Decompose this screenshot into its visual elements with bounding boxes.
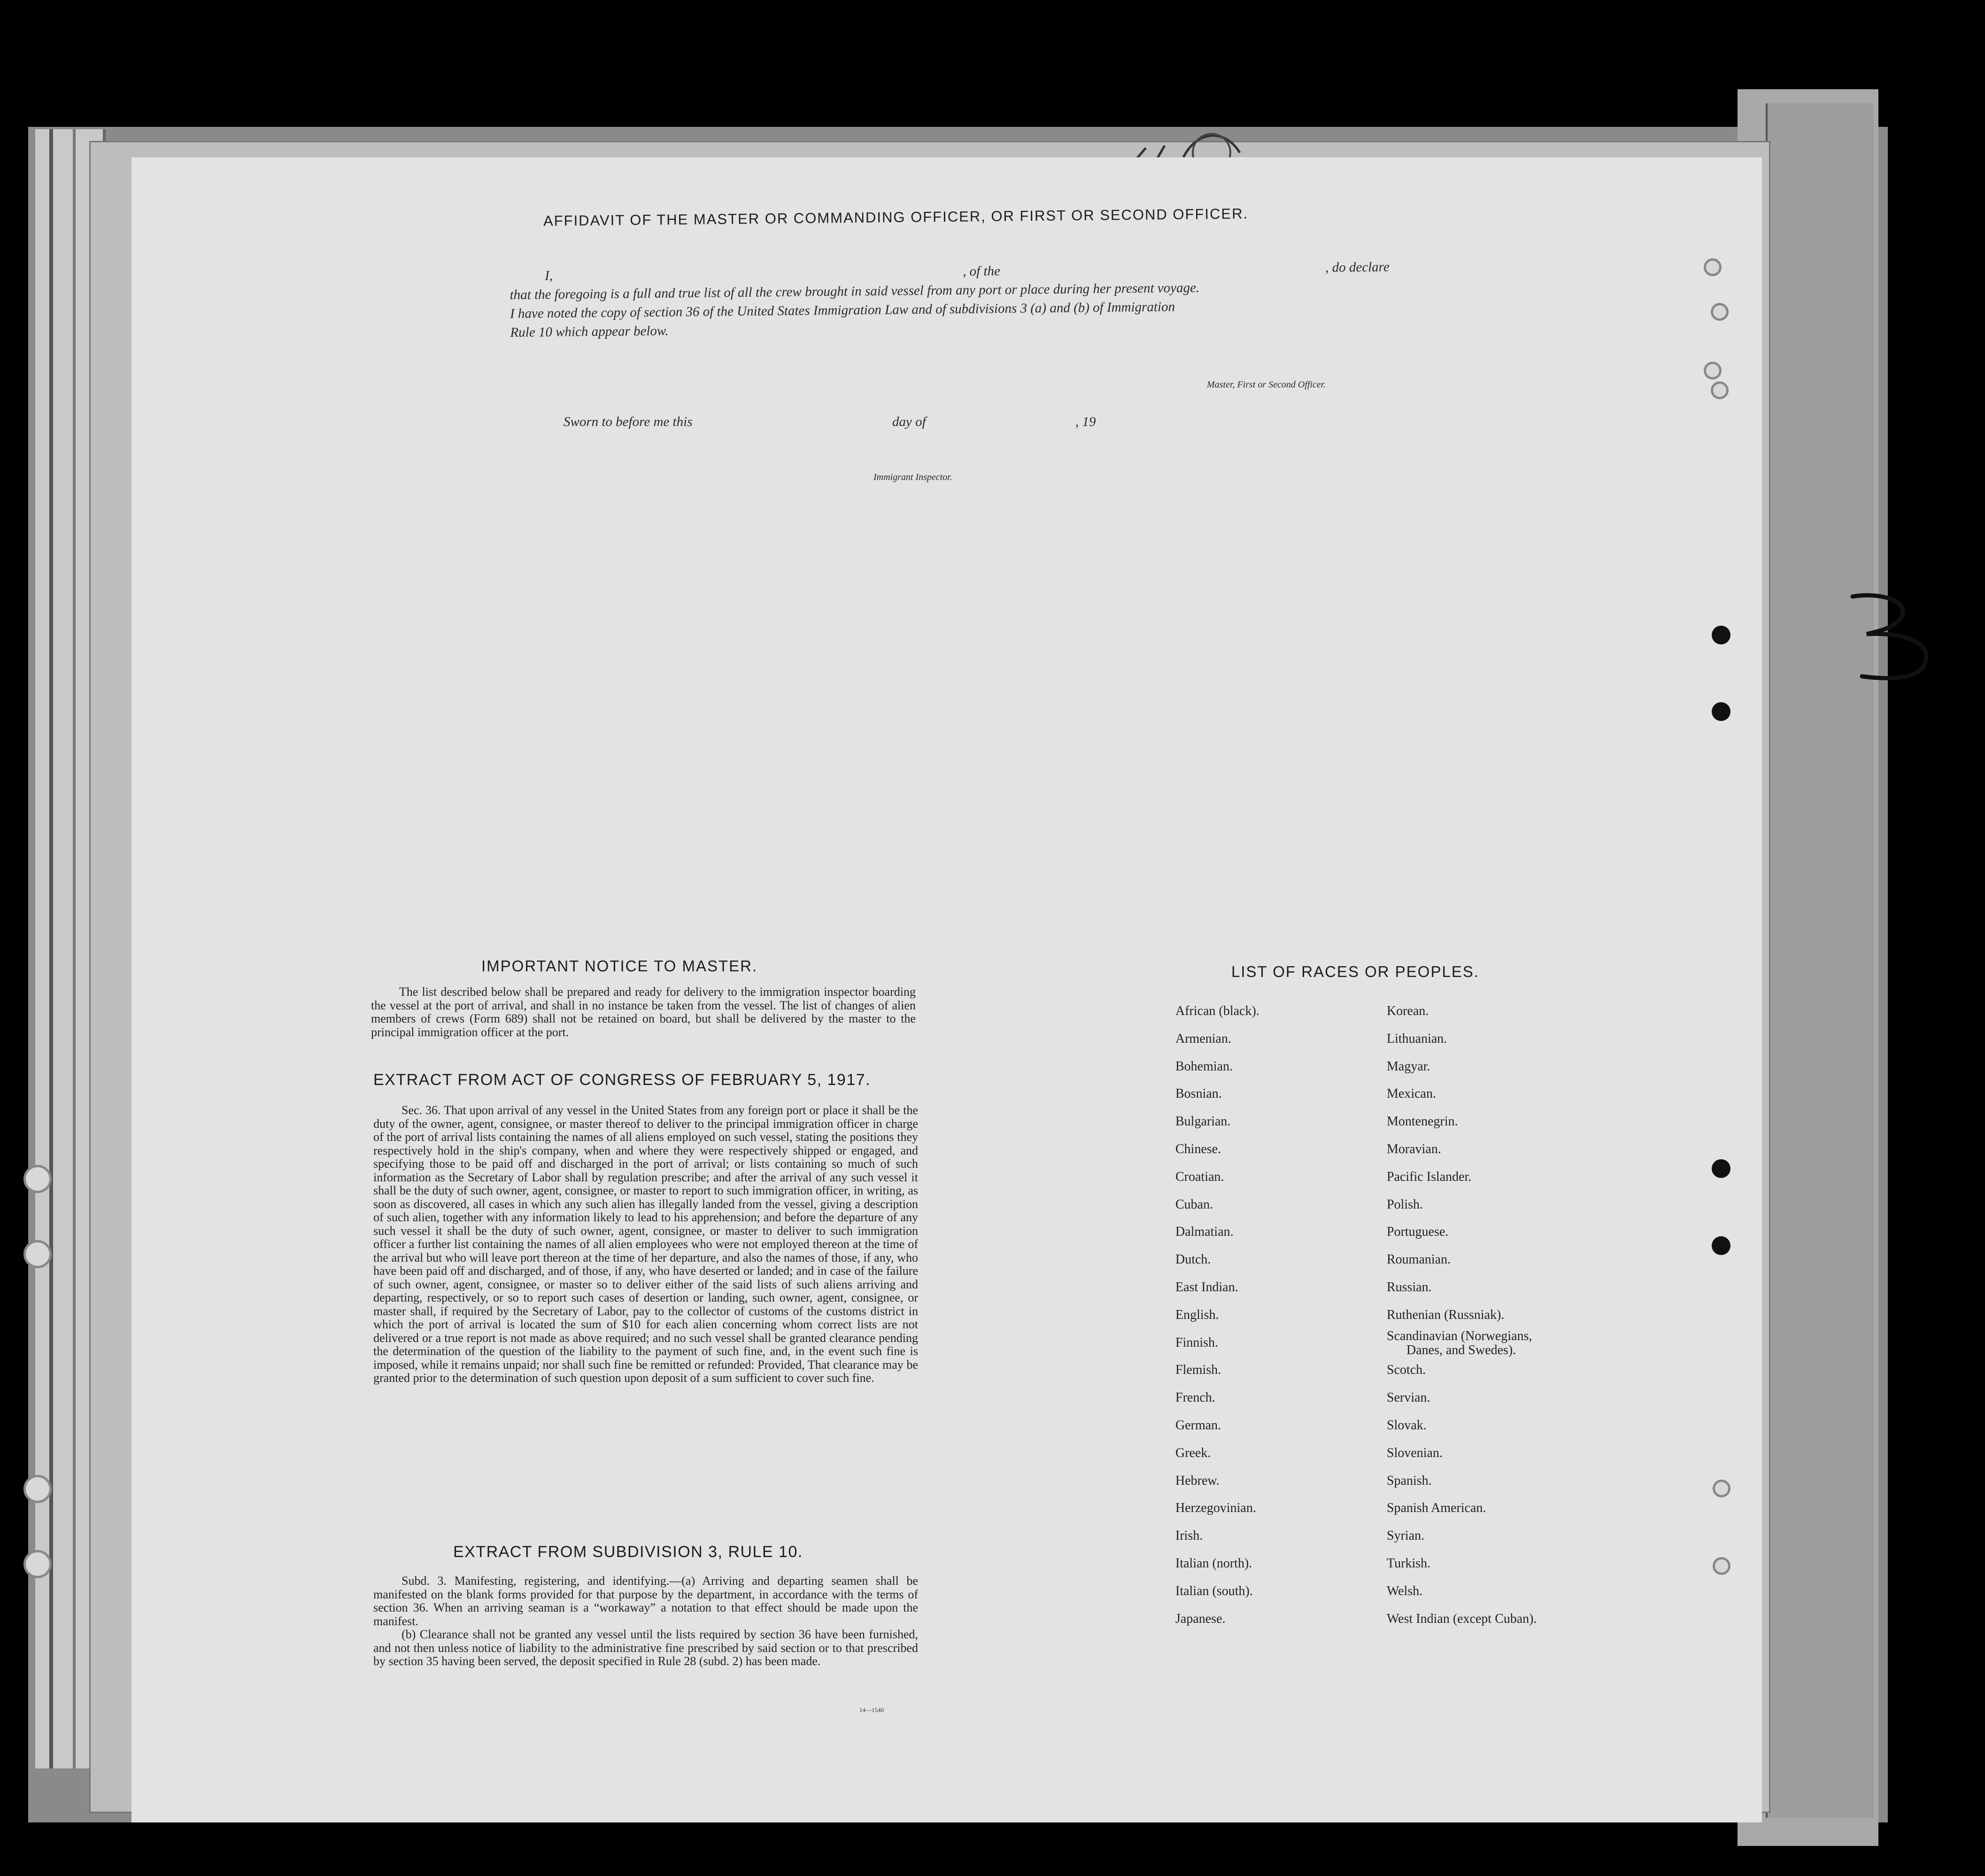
act-title: EXTRACT FROM ACT OF CONGRESS OF FEBRUARY 5, 1917. [373, 1071, 871, 1089]
race-entry: Cuban. [1175, 1197, 1213, 1212]
race-entry: Slovak. [1387, 1418, 1427, 1433]
handwritten-three-mark [1848, 592, 1951, 686]
day-of-label: day of [892, 414, 926, 429]
race-entry: Mexican. [1387, 1086, 1436, 1101]
subdivision-paragraph-b: (b) Clearance shall not be granted any vessel until the lists required by section 36 have been furnished, and not then unless notice of liability to the administrative fine prescribed by said section or to that prescribed by section 35 having been served, the deposit specified in Rule 28 (subd. 2) has been made. [373, 1628, 918, 1668]
race-entry: Servian. [1387, 1390, 1430, 1405]
race-entry: Turkish. [1387, 1556, 1431, 1571]
race-entry: Flemish. [1175, 1363, 1221, 1378]
punch-hole-icon [1712, 1159, 1730, 1178]
punch-hole-icon [1712, 626, 1730, 644]
race-entry: English. [1175, 1307, 1219, 1322]
left-ring-hole-icon [23, 1550, 52, 1578]
race-entry: Croatian. [1175, 1169, 1224, 1184]
race-entry: West Indian (except Cuban). [1387, 1611, 1537, 1626]
race-entry: Bohemian. [1175, 1059, 1233, 1074]
race-entry: Dutch. [1175, 1252, 1211, 1267]
race-entry: Spanish. [1387, 1473, 1432, 1488]
race-entry: Ruthenian (Russniak). [1387, 1307, 1505, 1322]
punch-hole-icon [1704, 362, 1722, 380]
race-entry: Welsh. [1387, 1583, 1423, 1598]
race-entry: Moravian. [1387, 1141, 1441, 1156]
races-column-1 [1175, 1004, 1259, 1639]
race-entry: Scandinavian (Norwegians, Danes, and Swedes). [1387, 1328, 1532, 1357]
underlying-sheet-edge [1766, 103, 1874, 1818]
affidavit-title: AFFIDAVIT OF THE MASTER OR COMMANDING OFFICER, OR FIRST OR SECOND OFFICER. [543, 205, 1249, 229]
year-label: , 19 [1075, 414, 1096, 429]
notice-title: IMPORTANT NOTICE TO MASTER. [481, 957, 758, 975]
punch-hole-icon [1712, 1236, 1730, 1255]
race-entry: Italian (north). [1175, 1556, 1252, 1571]
race-entry: Japanese. [1175, 1611, 1226, 1626]
subdivision-text [373, 1574, 918, 1668]
race-entry: Hebrew. [1175, 1473, 1220, 1488]
punch-hole-icon [1713, 1557, 1730, 1575]
race-entry: Finnish. [1175, 1335, 1219, 1350]
affidavit-vessel-label: , of the [962, 264, 1001, 279]
race-entry: Russian. [1387, 1279, 1432, 1295]
race-entry: Greek. [1175, 1445, 1211, 1460]
race-entry: Korean. [1387, 1004, 1429, 1018]
punch-hole-icon [1712, 702, 1730, 721]
section-36-text [373, 1104, 918, 1385]
race-entry: Portuguese. [1387, 1225, 1449, 1240]
left-ring-hole-icon [23, 1240, 52, 1268]
affidavit-line: I have noted the copy of section 36 of the United States Immigration Law and of subdivisions 3 (a) and (b) of Immigration [510, 299, 1175, 321]
race-entry: Montenegrin. [1387, 1114, 1458, 1129]
race-entry: Armenian. [1175, 1031, 1231, 1046]
left-ring-hole-icon [23, 1165, 52, 1193]
affidavit-declaration [510, 257, 1417, 342]
sworn-label: Sworn to before me this [564, 414, 693, 429]
race-entry: Bulgarian. [1175, 1114, 1231, 1129]
punch-hole-icon [1704, 258, 1722, 276]
affidavit-declare-label: , do declare [1325, 259, 1390, 275]
form-number: 14—1540 [859, 1706, 884, 1713]
race-entry: Syrian. [1387, 1528, 1425, 1543]
punch-hole-icon [1711, 381, 1729, 399]
race-entry: Herzegovinian. [1175, 1501, 1256, 1516]
affidavit-i-label: I, [545, 268, 553, 284]
affidavit-line: Rule 10 which appear below. [510, 323, 669, 340]
races-column-2 [1387, 1004, 1537, 1639]
race-entry: Spanish American. [1387, 1501, 1486, 1516]
punch-hole-icon [1711, 303, 1729, 321]
race-entry: Pacific Islander. [1387, 1169, 1472, 1184]
race-entry: Roumanian. [1387, 1252, 1451, 1267]
signature-label: Master, First or Second Officer. [1207, 380, 1326, 390]
race-entry: Scotch. [1387, 1363, 1426, 1378]
race-entry: Dalmatian. [1175, 1225, 1234, 1240]
section-36-paragraph: Sec. 36. That upon arrival of any vessel in the United States from any foreign port or place it shall be the duty of the owner, agent, consignee, or master thereof to deliver to the principal immigration officer in charge of the port of arrival lists containing the names of all aliens employed on such vessel, stating the positions they respectively hold in the ship's company, when and where they were respectively shipped or engaged, and specifying those to be paid off and discharged in the port of arrival; or lists containing so much of such information as the Secretary of Labor shall by regulation prescribe; and after the arrival of any such vessel it shall be the duty of such owner, agent, consignee, or master to report to such immigration officer, in writing, as soon as discovered, all cases in which any such alien has illegally landed from the vessel, giving a description of such alien, together with any information likely to lead to his apprehension; and before the departure of any such vessel it shall be the duty of such owner, agent, consignee, or master to deliver to such immigration officer a further list containing the names of all alien employees who were not employed thereon at the time of the arrival but who will leave port thereon at the time of her departure, and also the names of those, if any, who have been paid off and discharged, and of those, if any, who have deserted or landed; and in case of the failure of such owner, agent, consignee, or master so to deliver either of the said lists of such aliens arriving and departing, respectively, or so to report such cases of desertion or landing, such owner, agent, consignee, or master shall, if required by the Secretary of Labor, pay to the collector of customs of the customs district in which the port of arrival is located the sum of $10 for each alien concerning whom correct lists are not delivered or a true report is not made as above required; and no such vessel shall be granted clearance pending the determination of the question of the liability to the payment of such fine, and, in the event such fine is imposed, while it remains unpaid; nor shall such fine be remitted or refunded: Provided, That clearance may be granted prior to the determination of such question upon deposit of a sum sufficient to cover such fine. [373, 1103, 918, 1385]
race-entry: East Indian. [1175, 1279, 1238, 1295]
race-entry: Polish. [1387, 1197, 1423, 1212]
race-entry: German. [1175, 1418, 1221, 1433]
left-ring-hole-icon [23, 1475, 52, 1503]
punch-hole-icon [1713, 1480, 1730, 1497]
notice-paragraph: The list described below shall be prepared and ready for delivery to the immigration inspector boarding the vessel at the port of arrival, and shall in no instance be taken from the vessel. The list of changes of alien members of crews (Form 689) shall not be retained on board, but shall be delivered by the master to the principal immigration officer at the port. [371, 985, 916, 1039]
race-entry: Lithuanian. [1387, 1031, 1447, 1046]
race-entry: Magyar. [1387, 1059, 1430, 1074]
notice-body [371, 985, 916, 1039]
races-title: LIST OF RACES OR PEOPLES. [1231, 963, 1480, 980]
subdivision-title: EXTRACT FROM SUBDIVISION 3, RULE 10. [453, 1543, 803, 1561]
race-entry: Italian (south). [1175, 1583, 1253, 1598]
affidavit-line: that the foregoing is a full and true list of all the crew brought in said vessel from any port or place during her present voyage. [510, 280, 1200, 302]
race-entry: Bosnian. [1175, 1086, 1222, 1101]
subdivision-paragraph-a: Subd. 3. Manifesting, registering, and identifying.—(a) Arriving and departing seamen shall be manifested on the blank forms provided for that purpose by the department, in accordance with the terms of section 36. When an arriving seaman is a “workaway” a notation to that effect should be made upon the manifest. [373, 1574, 918, 1628]
race-entry: Slovenian. [1387, 1445, 1443, 1460]
race-entry: African (black). [1175, 1004, 1259, 1018]
race-entry: French. [1175, 1390, 1215, 1405]
race-entry: Irish. [1175, 1528, 1203, 1543]
inspector-label: Immigrant Inspector. [873, 472, 952, 482]
race-entry: Chinese. [1175, 1141, 1221, 1156]
